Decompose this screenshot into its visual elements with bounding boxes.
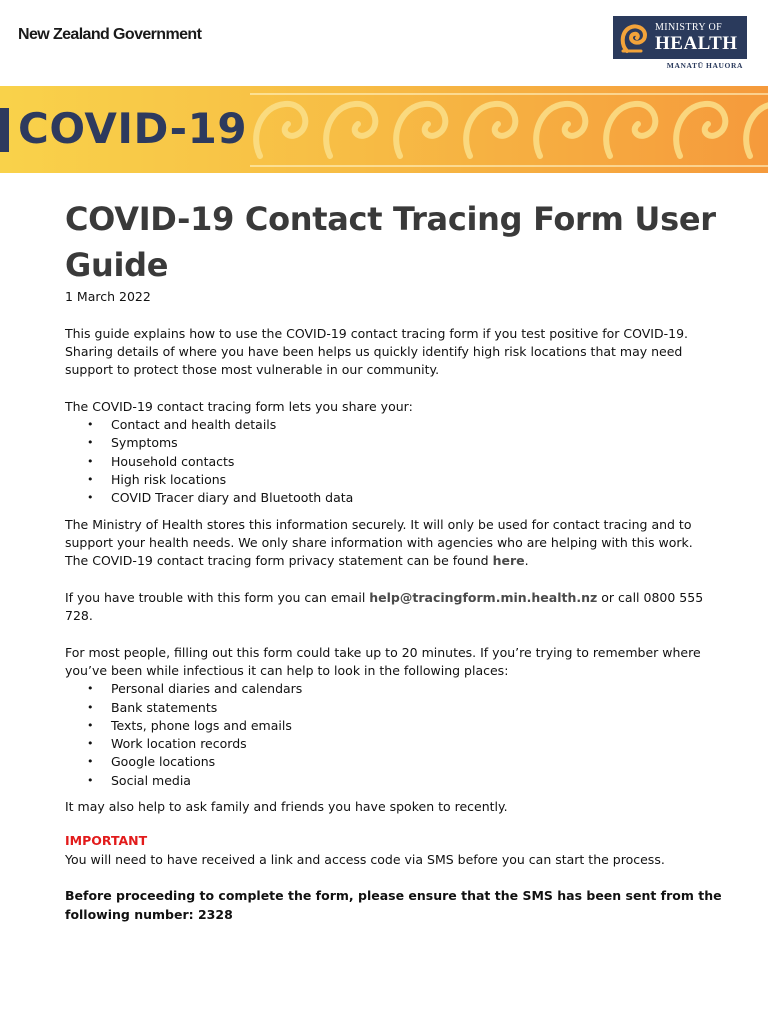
list-item: • Personal diaries and calendars [65, 680, 725, 698]
share-list [65, 416, 725, 507]
list-item: • Bank statements [65, 699, 725, 717]
help-line [65, 589, 725, 626]
banner-accent-bar [0, 108, 9, 152]
nz-government-logo: New Zealand Government [18, 26, 202, 43]
list-item: • Symptoms [65, 434, 725, 452]
moh-logo-subtitle: MANATŪ HAUORA [666, 61, 743, 70]
list-item: • Contact and health details [65, 416, 725, 434]
moh-logo-line1: MINISTRY OF [655, 21, 723, 33]
privacy-paragraph: The Ministry of Health stores this information securely. It will only be used for contact tracing and to support your health needs. We only share information with agencies who are helping with this work. [65, 516, 693, 550]
list-item: • COVID Tracer diary and Bluetooth data [65, 489, 725, 507]
list-item: • Texts, phone logs and emails [65, 717, 725, 735]
help-text-end: . [88, 608, 93, 624]
ministry-of-health-logo [613, 16, 747, 72]
important-text: You will need to have received a link and access code via SMS before you can start the process. [65, 851, 665, 867]
important-label: IMPORTANT [65, 833, 148, 849]
list-item: • Work location records [65, 735, 725, 753]
intro-paragraph-1: This guide explains how to use the COVID-19 contact tracing form if you test positive for COVID-19. [65, 325, 689, 341]
ask-family-paragraph: It may also help to ask family and friends you have spoken to recently. [65, 799, 508, 815]
document-body [65, 196, 725, 924]
privacy-statement-line [65, 552, 725, 570]
privacy-link[interactable]: here [492, 553, 525, 569]
document-date: 1 March 2022 [65, 289, 151, 304]
covid-banner [0, 86, 768, 173]
list-item: • Google locations [65, 753, 725, 771]
help-phone: 0800 555 728 [65, 589, 704, 624]
help-email-link[interactable]: help@tracingform.min.health.nz [369, 589, 598, 605]
time-paragraph: For most people, filling out this form could take up to 20 minutes. If you’re trying to remember where you’ve been while infectious it can help to look in the following places: [65, 644, 701, 678]
koru-pattern-icon [250, 86, 768, 173]
privacy-text-end: . [524, 553, 529, 569]
moh-logo-line2: HEALTH [655, 32, 738, 54]
list-item: • Social media [65, 772, 725, 790]
koru-icon [619, 21, 649, 55]
privacy-text: The COVID-19 contact tracing form privacy statement can be found [65, 553, 493, 569]
banner-title: COVID-19 [18, 104, 248, 153]
moh-logo-box [613, 16, 747, 59]
help-text-mid: or call [597, 589, 644, 605]
places-list [65, 680, 725, 790]
help-text: If you have trouble with this form you can email [65, 589, 370, 605]
sms-note: Before proceeding to complete the form, please ensure that the SMS has been sent from the following number: 2328 [65, 888, 722, 922]
list-item: • High risk locations [65, 471, 725, 489]
share-lead: The COVID-19 contact tracing form lets you share your: [65, 398, 413, 414]
list-item: • Household contacts [65, 453, 725, 471]
intro-paragraph-2: Sharing details of where you have been helps us quickly identify high risk locations that may need support to protect those most vulnerable in our community. [65, 343, 683, 378]
page-title: COVID-19 Contact Tracing Form User Guide [65, 200, 716, 284]
